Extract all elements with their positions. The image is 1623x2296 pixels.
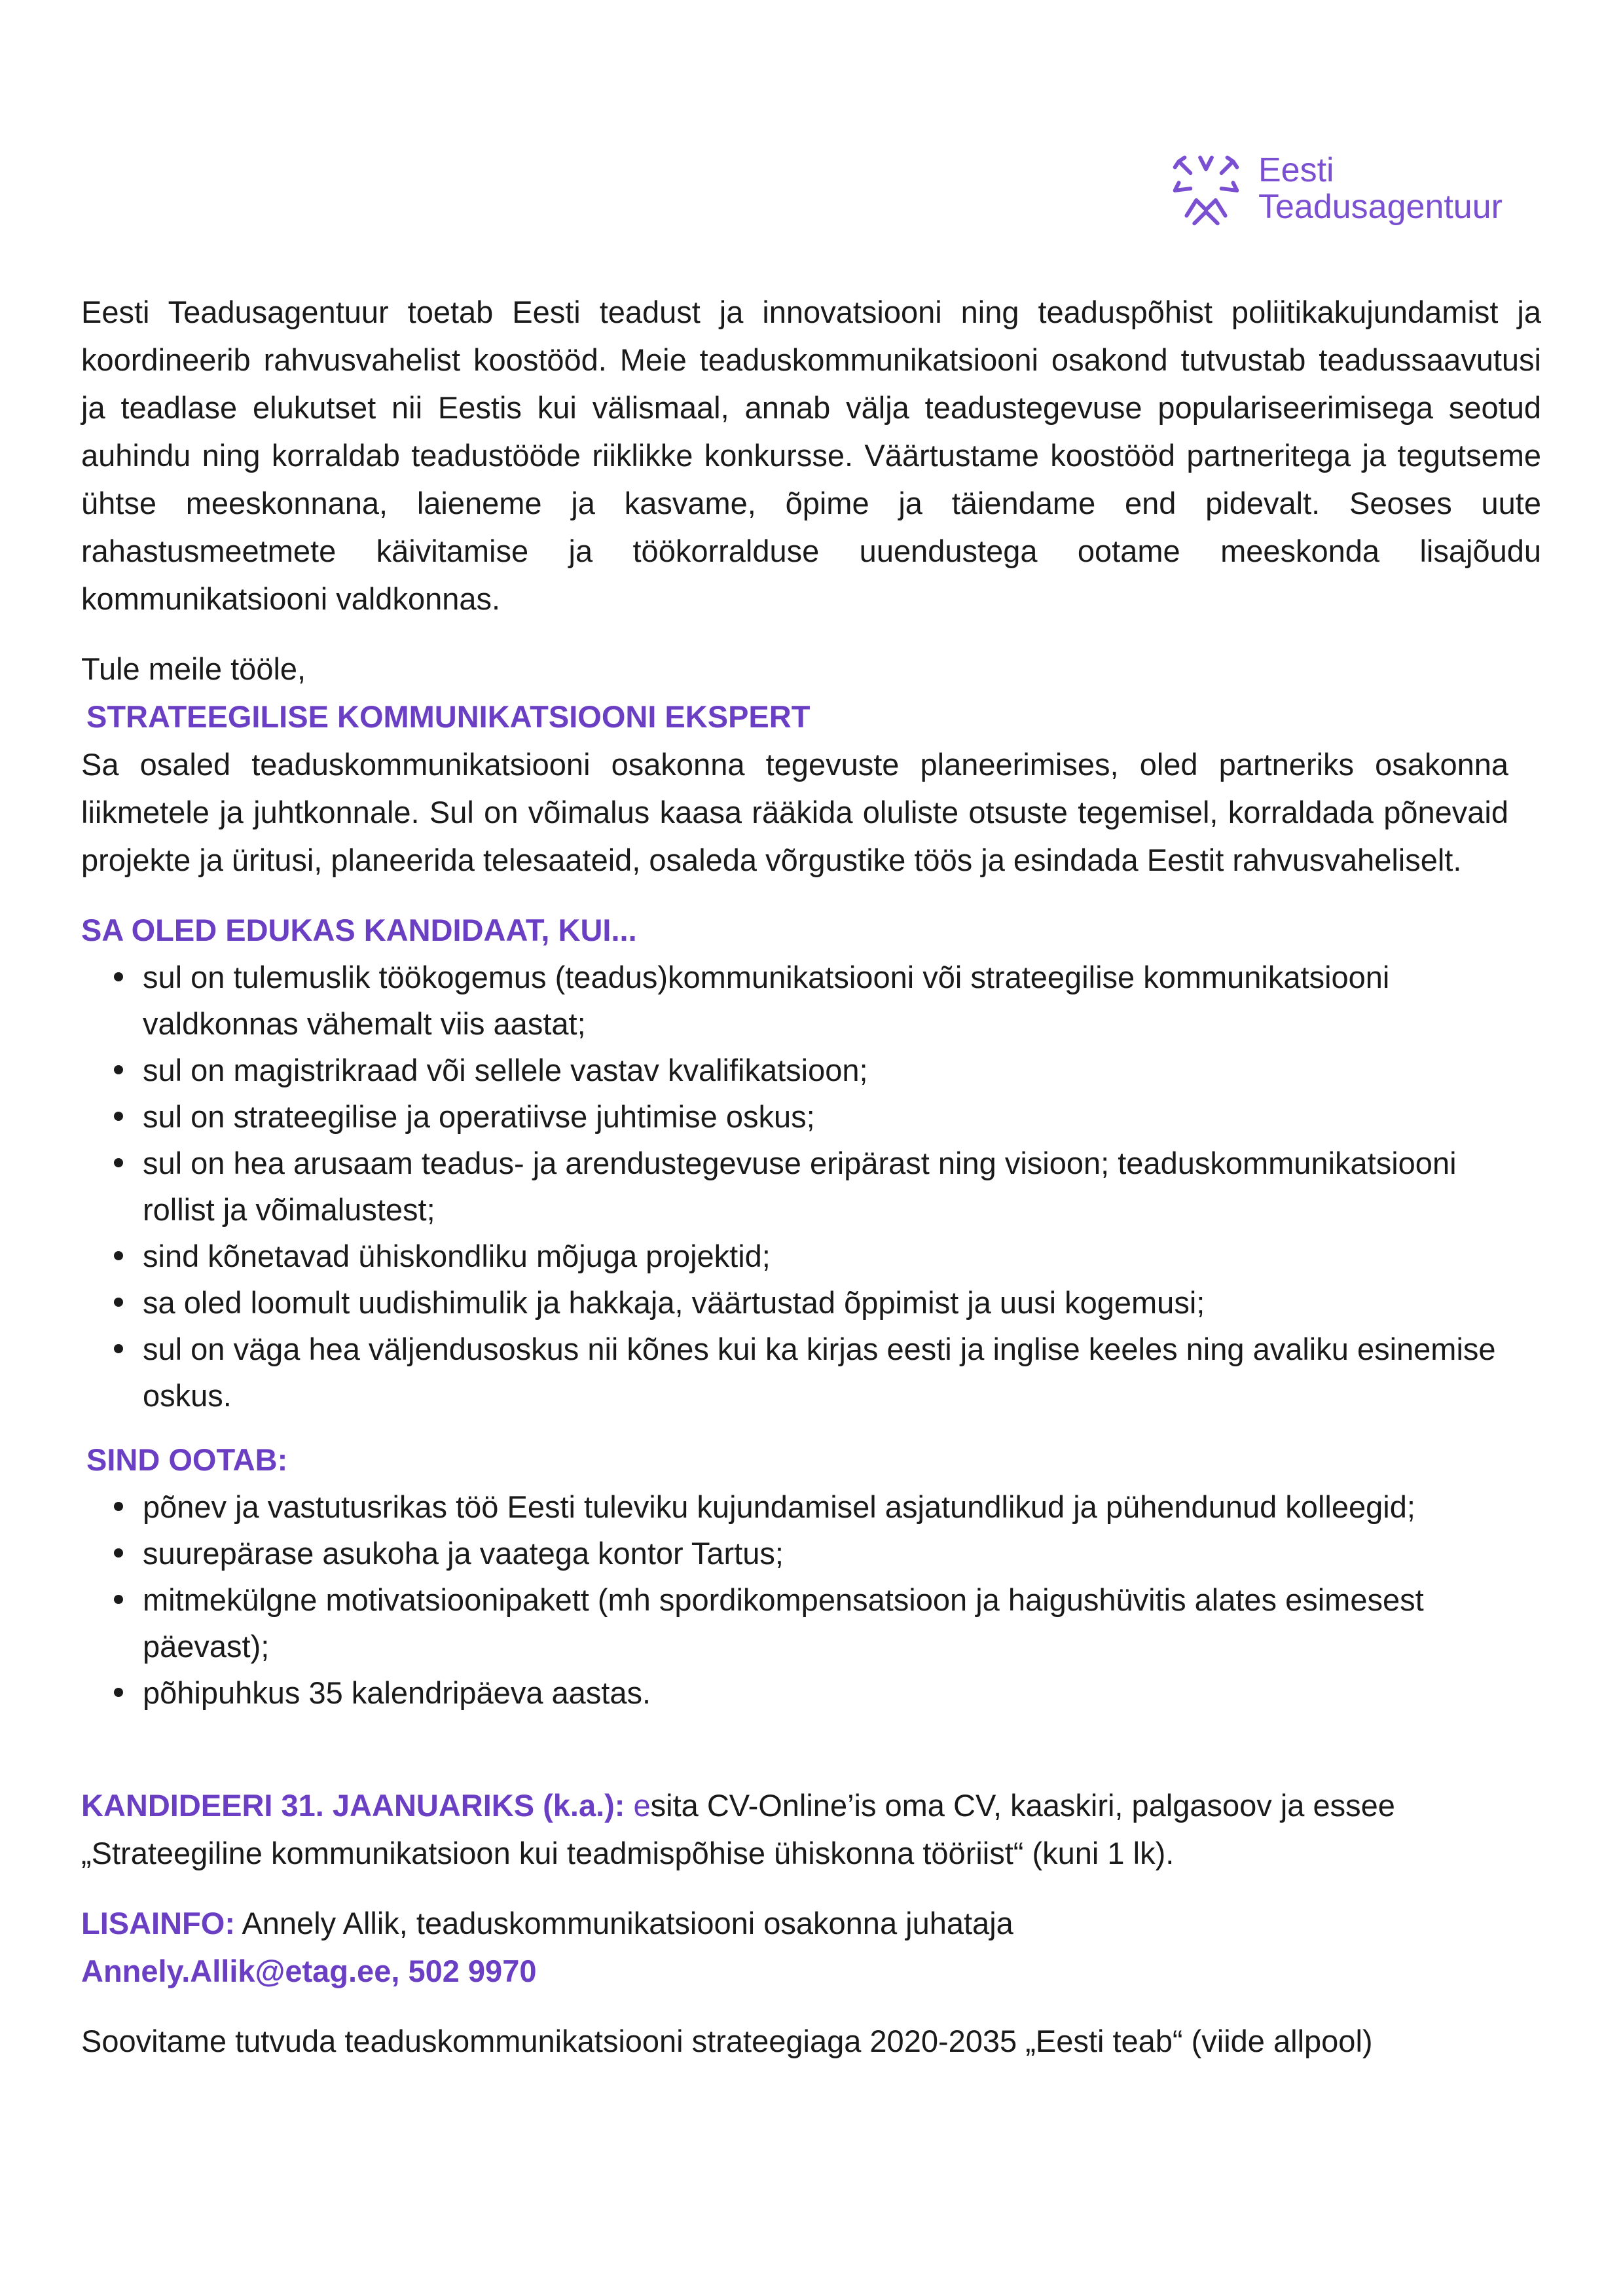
apply-text: sita CV-Online’is oma CV, kaaskiri, palgasoov ja essee „Strateegiline kommunikatsioon kui teadmispõhise ühiskonna tööriist“ (kuni 1 lk).: [81, 1788, 1395, 1870]
list-item: sul on hea arusaam teadus- ja arendustegevuse eripärast ning visioon; teaduskommunikatsiooni rollist ja võimalustest;: [114, 1140, 1502, 1233]
info-label: LISAINFO:: [81, 1906, 235, 1941]
list-item: sul on väga hea väljendusoskus nii kõnes kui ka kirjas eesti ja inglise keeles ning avaliku esinemise oskus.: [114, 1326, 1502, 1419]
list-item: põhipuhkus 35 kalendripäeva aastas.: [114, 1669, 1541, 1716]
apply-paragraph: [81, 1781, 1541, 1877]
offer-heading: SIND OOTAB:: [86, 1442, 288, 1477]
list-item: sind kõnetavad ühiskondliku mõjuga projektid;: [114, 1233, 1502, 1279]
list-item: suurepärase asukoha ja vaatega kontor Tartus;: [114, 1530, 1541, 1576]
info-paragraph: [81, 1899, 1541, 1947]
invite-text: Tule meile tööle,: [81, 651, 306, 686]
list-item: põnev ja vastutusrikas töö Eesti tuleviku kujundamisel asjatundlikud ja pühendunud kolleegid;: [114, 1484, 1541, 1530]
intro-paragraph: Eesti Teadusagentuur toetab Eesti teadust ja innovatsiooni ning teaduspõhist poliitikakujundamist ja koordineerib rahvusvahelist koostööd. Meie teaduskommunikatsiooni osakond tutvustab teadussaavutusi ja teadlase elukutset nii Eestis kui välismaal, annab välja teadustegevuse populariseerimisega seotud auhindu ning korraldab teadustööde riiklikke konkursse. Väärtustame koostööd partneritega ja tegutseme ühtse meeskonnana, laieneme ja kasvame, õpime ja täiendame end pidevalt. Seoses uute rahastusmeetmete käivitamise ja töökorralduse uuendustega ootame meeskonda lisajõudu kommunikatsiooni valdkonnas.: [81, 295, 1541, 616]
list-item: sul on magistrikraad või sellele vastav kvalifikatsioon;: [114, 1047, 1502, 1093]
list-item: sul on strateegilise ja operatiivse juhtimise oskus;: [114, 1093, 1502, 1140]
requirements-list: [81, 954, 1502, 1419]
logo: [1158, 140, 1503, 237]
apply-first-letter: e: [633, 1788, 651, 1823]
list-item: sa oled loomult uudishimulik ja hakkaja, väärtustad õppimist ja uusi kogemusi;: [114, 1279, 1502, 1326]
footer-note: Soovitame tutvuda teaduskommunikatsiooni strateegiaga 2020-2035 „Eesti teab“ (viide allpool): [81, 2024, 1373, 2058]
role-description: Sa osaled teaduskommunikatsiooni osakonna tegevuste planeerimises, oled partneriks osakonna liikmetele ja juhtkonnale. Sul on võimalus kaasa rääkida oluliste otsuste tegemisel, korraldada põnevaid projekte ja üritusi, planeerida telesaateid, osaleda võrgustike töös ja esindada Eestit rahvusvaheliselt.: [81, 747, 1508, 877]
logo-wordmark: [1258, 152, 1503, 225]
contact-link[interactable]: Annely.Allik@etag.ee, 502 9970: [81, 1954, 537, 1988]
logo-line-1: Eesti: [1258, 151, 1334, 189]
list-item: mitmekülgne motivatsioonipakett (mh spordikompensatsioon ja haigushüvitis alates esimesest päevast);: [114, 1576, 1541, 1669]
list-item: sul on tulemuslik töökogemus (teadus)kommunikatsiooni või strateegilise kommunikatsiooni valdkonnas vähemalt viis aastat;: [114, 954, 1502, 1047]
job-posting: [81, 288, 1541, 2065]
apply-label: KANDIDEERI 31. JAANUARIKS (k.a.):: [81, 1788, 625, 1823]
offer-list: [81, 1484, 1541, 1716]
requirements-heading: SA OLED EDUKAS KANDIDAAT, KUI...: [81, 913, 637, 947]
agency-logo-icon: [1158, 140, 1254, 237]
logo-line-2: Teadusagentuur: [1258, 188, 1503, 226]
position-title: STRATEEGILISE KOMMUNIKATSIOONI EKSPERT: [86, 699, 811, 734]
info-text: Annely Allik, teaduskommunikatsiooni osakonna juhataja: [234, 1906, 1013, 1941]
